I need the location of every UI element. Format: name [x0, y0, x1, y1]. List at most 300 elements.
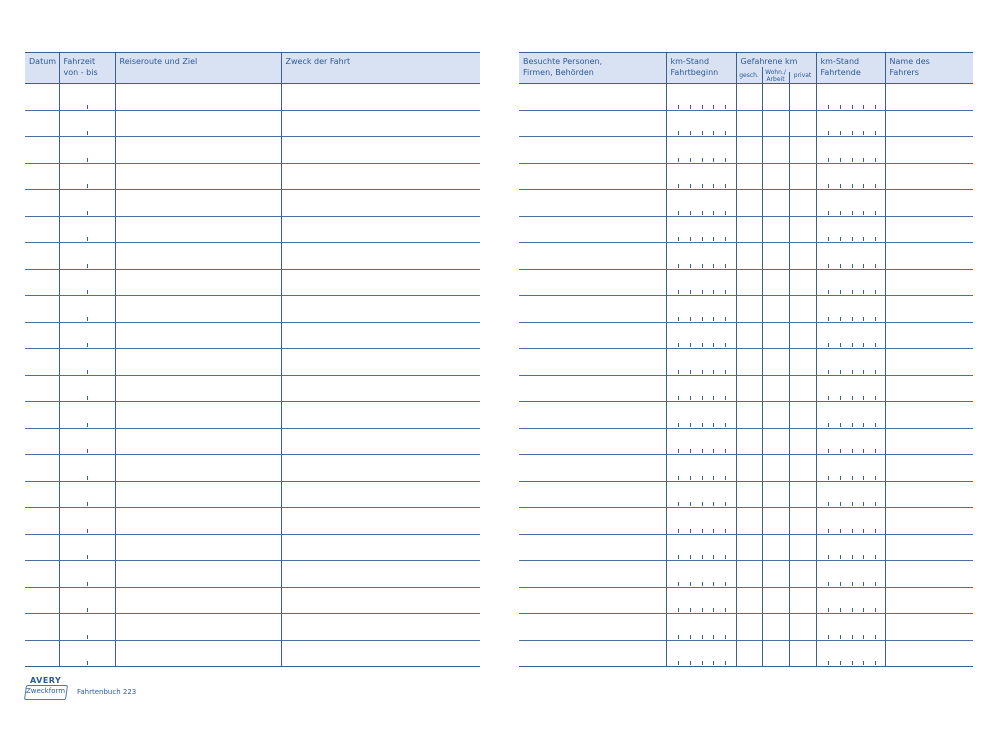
- cell-km-ende[interactable]: [816, 110, 885, 137]
- cell-km-gesch[interactable]: [736, 322, 762, 349]
- digit-tick-mark: [875, 158, 876, 162]
- cell-reiseroute[interactable]: [115, 640, 281, 667]
- digit-tick-mark: [852, 370, 853, 374]
- cell-km-beginn[interactable]: [666, 216, 736, 243]
- cell-km-gesch[interactable]: [736, 508, 762, 535]
- cell-fahrzeit[interactable]: [59, 561, 115, 588]
- cell-km-ende[interactable]: [816, 375, 885, 402]
- digit-tick-mark: [840, 370, 841, 374]
- cell-reiseroute[interactable]: [115, 428, 281, 455]
- cell-besuchte-personen[interactable]: [519, 640, 666, 667]
- digit-tick-mark: [828, 158, 829, 162]
- cell-km-gesch[interactable]: [736, 163, 762, 190]
- cell-name-fahrer[interactable]: [885, 269, 973, 296]
- cell-km-privat[interactable]: [789, 163, 816, 190]
- cell-km-gesch[interactable]: [736, 216, 762, 243]
- cell-datum[interactable]: [25, 216, 59, 243]
- cell-zweck[interactable]: [281, 614, 480, 641]
- digit-tick-mark: [702, 529, 703, 533]
- cell-name-fahrer[interactable]: [885, 349, 973, 376]
- cell-km-ende[interactable]: [816, 587, 885, 614]
- cell-zweck[interactable]: [281, 190, 480, 217]
- cell-km-privat[interactable]: [789, 137, 816, 164]
- cell-km-ende[interactable]: [816, 216, 885, 243]
- cell-km-wohn-arbeit[interactable]: [762, 375, 789, 402]
- cell-km-wohn-arbeit[interactable]: [762, 455, 789, 482]
- cell-km-privat[interactable]: [789, 508, 816, 535]
- cell-besuchte-personen[interactable]: [519, 561, 666, 588]
- cell-reiseroute[interactable]: [115, 216, 281, 243]
- cell-besuchte-personen[interactable]: [519, 163, 666, 190]
- cell-km-gesch[interactable]: [736, 84, 762, 111]
- cell-km-privat[interactable]: [789, 190, 816, 217]
- cell-besuchte-personen[interactable]: [519, 481, 666, 508]
- cell-besuchte-personen[interactable]: [519, 110, 666, 137]
- cell-besuchte-personen[interactable]: [519, 216, 666, 243]
- cell-km-wohn-arbeit[interactable]: [762, 216, 789, 243]
- digit-tick-mark: [840, 290, 841, 294]
- digit-tick-mark: [713, 582, 714, 586]
- digit-tick-mark: [702, 396, 703, 400]
- cell-name-fahrer[interactable]: [885, 561, 973, 588]
- cell-zweck[interactable]: [281, 587, 480, 614]
- digit-tick-mark: [690, 264, 691, 268]
- cell-km-beginn[interactable]: [666, 190, 736, 217]
- cell-km-privat[interactable]: [789, 349, 816, 376]
- cell-datum[interactable]: [25, 455, 59, 482]
- cell-zweck[interactable]: [281, 508, 480, 535]
- cell-fahrzeit[interactable]: [59, 428, 115, 455]
- cell-name-fahrer[interactable]: [885, 587, 973, 614]
- cell-reiseroute[interactable]: [115, 402, 281, 429]
- digit-tick-mark: [863, 317, 864, 321]
- cell-km-ende[interactable]: [816, 296, 885, 323]
- cell-km-gesch[interactable]: [736, 402, 762, 429]
- digit-tick-mark: [713, 635, 714, 639]
- cell-km-beginn[interactable]: [666, 428, 736, 455]
- cell-name-fahrer[interactable]: [885, 640, 973, 667]
- cell-datum[interactable]: [25, 428, 59, 455]
- cell-km-beginn[interactable]: [666, 243, 736, 270]
- cell-km-beginn[interactable]: [666, 322, 736, 349]
- digit-tick-mark: [875, 555, 876, 559]
- cell-km-privat[interactable]: [789, 614, 816, 641]
- cell-km-gesch[interactable]: [736, 428, 762, 455]
- cell-km-wohn-arbeit[interactable]: [762, 349, 789, 376]
- cell-fahrzeit[interactable]: [59, 640, 115, 667]
- digit-tick-mark: [690, 343, 691, 347]
- avery-zweckform-logo: AVERY Zweckform: [25, 676, 69, 702]
- cell-km-privat[interactable]: [789, 455, 816, 482]
- cell-fahrzeit[interactable]: [59, 481, 115, 508]
- cell-km-ende[interactable]: [816, 561, 885, 588]
- cell-km-gesch[interactable]: [736, 375, 762, 402]
- digit-tick-mark: [840, 555, 841, 559]
- digit-tick-mark: [87, 184, 88, 188]
- cell-datum[interactable]: [25, 163, 59, 190]
- header-zweck: Zweck der Fahrt: [281, 53, 480, 84]
- digit-tick-mark: [828, 396, 829, 400]
- table-row: [519, 375, 973, 402]
- cell-km-ende[interactable]: [816, 640, 885, 667]
- digit-tick-mark: [840, 158, 841, 162]
- cell-km-privat[interactable]: [789, 402, 816, 429]
- digit-tick-mark: [713, 370, 714, 374]
- digit-tick-mark: [690, 635, 691, 639]
- digit-tick-mark: [87, 317, 88, 321]
- cell-zweck[interactable]: [281, 349, 480, 376]
- cell-km-ende[interactable]: [816, 508, 885, 535]
- cell-km-beginn[interactable]: [666, 84, 736, 111]
- cell-name-fahrer[interactable]: [885, 322, 973, 349]
- cell-zweck[interactable]: [281, 84, 480, 111]
- cell-name-fahrer[interactable]: [885, 428, 973, 455]
- cell-besuchte-personen[interactable]: [519, 455, 666, 482]
- cell-besuchte-personen[interactable]: [519, 534, 666, 561]
- cell-fahrzeit[interactable]: [59, 402, 115, 429]
- cell-fahrzeit[interactable]: [59, 216, 115, 243]
- cell-zweck[interactable]: [281, 375, 480, 402]
- header-km-stand-ende: km-Stand Fahrtende: [816, 53, 885, 84]
- cell-fahrzeit[interactable]: [59, 110, 115, 137]
- cell-km-gesch[interactable]: [736, 534, 762, 561]
- digit-tick-mark: [828, 343, 829, 347]
- cell-fahrzeit[interactable]: [59, 349, 115, 376]
- cell-datum[interactable]: [25, 481, 59, 508]
- cell-reiseroute[interactable]: [115, 269, 281, 296]
- cell-km-gesch[interactable]: [736, 296, 762, 323]
- cell-datum[interactable]: [25, 534, 59, 561]
- cell-fahrzeit[interactable]: [59, 322, 115, 349]
- cell-km-ende[interactable]: [816, 243, 885, 270]
- digit-tick-mark: [863, 502, 864, 506]
- cell-km-privat[interactable]: [789, 561, 816, 588]
- cell-km-ende[interactable]: [816, 84, 885, 111]
- cell-name-fahrer[interactable]: [885, 163, 973, 190]
- cell-datum[interactable]: [25, 110, 59, 137]
- cell-fahrzeit[interactable]: [59, 587, 115, 614]
- cell-besuchte-personen[interactable]: [519, 587, 666, 614]
- cell-reiseroute[interactable]: [115, 508, 281, 535]
- cell-km-gesch[interactable]: [736, 561, 762, 588]
- cell-fahrzeit[interactable]: [59, 296, 115, 323]
- cell-datum[interactable]: [25, 190, 59, 217]
- cell-km-privat[interactable]: [789, 243, 816, 270]
- cell-datum[interactable]: [25, 137, 59, 164]
- cell-km-beginn[interactable]: [666, 534, 736, 561]
- cell-datum[interactable]: [25, 614, 59, 641]
- cell-datum[interactable]: [25, 322, 59, 349]
- table-row: [25, 163, 480, 190]
- cell-km-privat[interactable]: [789, 481, 816, 508]
- cell-zweck[interactable]: [281, 322, 480, 349]
- digit-tick-mark: [840, 529, 841, 533]
- cell-km-ende[interactable]: [816, 163, 885, 190]
- cell-km-wohn-arbeit[interactable]: [762, 269, 789, 296]
- cell-km-wohn-arbeit[interactable]: [762, 163, 789, 190]
- cell-zweck[interactable]: [281, 163, 480, 190]
- subheader-gesch: gesch.: [739, 72, 759, 79]
- cell-reiseroute[interactable]: [115, 481, 281, 508]
- cell-km-gesch[interactable]: [736, 587, 762, 614]
- cell-datum[interactable]: [25, 349, 59, 376]
- cell-km-beginn[interactable]: [666, 296, 736, 323]
- cell-km-wohn-arbeit[interactable]: [762, 587, 789, 614]
- cell-zweck[interactable]: [281, 534, 480, 561]
- cell-zweck[interactable]: [281, 455, 480, 482]
- cell-datum[interactable]: [25, 296, 59, 323]
- cell-km-ende[interactable]: [816, 269, 885, 296]
- cell-km-privat[interactable]: [789, 375, 816, 402]
- digit-tick-mark: [678, 635, 679, 639]
- cell-fahrzeit[interactable]: [59, 375, 115, 402]
- cell-name-fahrer[interactable]: [885, 190, 973, 217]
- cell-datum[interactable]: [25, 561, 59, 588]
- cell-reiseroute[interactable]: [115, 84, 281, 111]
- cell-fahrzeit[interactable]: [59, 190, 115, 217]
- table-row: [519, 243, 973, 270]
- cell-datum[interactable]: [25, 640, 59, 667]
- digit-tick-mark: [678, 582, 679, 586]
- cell-datum[interactable]: [25, 375, 59, 402]
- cell-km-ende[interactable]: [816, 428, 885, 455]
- cell-datum[interactable]: [25, 587, 59, 614]
- cell-zweck[interactable]: [281, 481, 480, 508]
- cell-reiseroute[interactable]: [115, 163, 281, 190]
- digit-tick-mark: [87, 264, 88, 268]
- cell-km-ende[interactable]: [816, 614, 885, 641]
- digit-tick-mark: [863, 211, 864, 215]
- cell-name-fahrer[interactable]: [885, 375, 973, 402]
- cell-km-wohn-arbeit[interactable]: [762, 110, 789, 137]
- cell-km-privat[interactable]: [789, 428, 816, 455]
- cell-name-fahrer[interactable]: [885, 243, 973, 270]
- left-page-logbook-table: [25, 52, 480, 667]
- cell-fahrzeit[interactable]: [59, 534, 115, 561]
- cell-fahrzeit[interactable]: [59, 163, 115, 190]
- cell-km-beginn[interactable]: [666, 640, 736, 667]
- cell-besuchte-personen[interactable]: [519, 84, 666, 111]
- footer: [25, 676, 136, 702]
- table-row: [25, 269, 480, 296]
- cell-km-beginn[interactable]: [666, 402, 736, 429]
- cell-reiseroute[interactable]: [115, 137, 281, 164]
- cell-zweck[interactable]: [281, 296, 480, 323]
- cell-name-fahrer[interactable]: [885, 614, 973, 641]
- cell-km-privat[interactable]: [789, 640, 816, 667]
- digit-tick-mark: [863, 555, 864, 559]
- cell-reiseroute[interactable]: [115, 349, 281, 376]
- cell-km-wohn-arbeit[interactable]: [762, 534, 789, 561]
- cell-km-ende[interactable]: [816, 402, 885, 429]
- table-row: [519, 587, 973, 614]
- cell-reiseroute[interactable]: [115, 534, 281, 561]
- digit-tick-mark: [840, 184, 841, 188]
- cell-km-beginn[interactable]: [666, 587, 736, 614]
- cell-km-gesch[interactable]: [736, 243, 762, 270]
- cell-reiseroute[interactable]: [115, 322, 281, 349]
- cell-fahrzeit[interactable]: [59, 137, 115, 164]
- cell-reiseroute[interactable]: [115, 375, 281, 402]
- digit-tick-mark: [725, 608, 726, 612]
- digit-tick-mark: [87, 555, 88, 559]
- cell-reiseroute[interactable]: [115, 455, 281, 482]
- cell-fahrzeit[interactable]: [59, 243, 115, 270]
- cell-reiseroute[interactable]: [115, 243, 281, 270]
- cell-km-ende[interactable]: [816, 349, 885, 376]
- cell-km-gesch[interactable]: [736, 455, 762, 482]
- cell-km-ende[interactable]: [816, 190, 885, 217]
- cell-km-wohn-arbeit[interactable]: [762, 640, 789, 667]
- cell-km-gesch[interactable]: [736, 190, 762, 217]
- cell-besuchte-personen[interactable]: [519, 296, 666, 323]
- cell-besuchte-personen[interactable]: [519, 137, 666, 164]
- cell-besuchte-personen[interactable]: [519, 375, 666, 402]
- cell-name-fahrer[interactable]: [885, 508, 973, 535]
- cell-km-ende[interactable]: [816, 322, 885, 349]
- cell-besuchte-personen[interactable]: [519, 349, 666, 376]
- cell-km-ende[interactable]: [816, 455, 885, 482]
- cell-zweck[interactable]: [281, 428, 480, 455]
- cell-km-wohn-arbeit[interactable]: [762, 84, 789, 111]
- cell-km-privat[interactable]: [789, 296, 816, 323]
- cell-km-privat[interactable]: [789, 84, 816, 111]
- digit-tick-mark: [852, 476, 853, 480]
- cell-km-privat[interactable]: [789, 587, 816, 614]
- cell-datum[interactable]: [25, 269, 59, 296]
- cell-km-beginn[interactable]: [666, 110, 736, 137]
- cell-besuchte-personen[interactable]: [519, 402, 666, 429]
- digit-tick-mark: [702, 582, 703, 586]
- cell-km-wohn-arbeit[interactable]: [762, 481, 789, 508]
- cell-km-beginn[interactable]: [666, 137, 736, 164]
- cell-km-beginn[interactable]: [666, 614, 736, 641]
- cell-km-wohn-arbeit[interactable]: [762, 137, 789, 164]
- cell-name-fahrer[interactable]: [885, 534, 973, 561]
- cell-name-fahrer[interactable]: [885, 137, 973, 164]
- cell-zweck[interactable]: [281, 137, 480, 164]
- digit-tick-mark: [840, 317, 841, 321]
- cell-km-ende[interactable]: [816, 137, 885, 164]
- cell-km-gesch[interactable]: [736, 614, 762, 641]
- cell-besuchte-personen[interactable]: [519, 322, 666, 349]
- cell-zweck[interactable]: [281, 402, 480, 429]
- cell-name-fahrer[interactable]: [885, 455, 973, 482]
- cell-km-gesch[interactable]: [736, 481, 762, 508]
- cell-name-fahrer[interactable]: [885, 296, 973, 323]
- cell-name-fahrer[interactable]: [885, 481, 973, 508]
- cell-km-wohn-arbeit[interactable]: [762, 428, 789, 455]
- cell-km-wohn-arbeit[interactable]: [762, 614, 789, 641]
- cell-reiseroute[interactable]: [115, 587, 281, 614]
- cell-km-gesch[interactable]: [736, 269, 762, 296]
- cell-km-wohn-arbeit[interactable]: [762, 508, 789, 535]
- cell-km-wohn-arbeit[interactable]: [762, 561, 789, 588]
- cell-km-wohn-arbeit[interactable]: [762, 190, 789, 217]
- cell-zweck[interactable]: [281, 110, 480, 137]
- cell-datum[interactable]: [25, 508, 59, 535]
- cell-zweck[interactable]: [281, 243, 480, 270]
- digit-tick-mark: [725, 529, 726, 533]
- cell-km-wohn-arbeit[interactable]: [762, 296, 789, 323]
- cell-km-privat[interactable]: [789, 322, 816, 349]
- cell-km-gesch[interactable]: [736, 110, 762, 137]
- cell-name-fahrer[interactable]: [885, 84, 973, 111]
- cell-zweck[interactable]: [281, 640, 480, 667]
- cell-fahrzeit[interactable]: [59, 455, 115, 482]
- digit-tick-mark: [713, 449, 714, 453]
- cell-zweck[interactable]: [281, 216, 480, 243]
- digit-tick-mark: [678, 555, 679, 559]
- digit-tick-mark: [713, 105, 714, 109]
- cell-datum[interactable]: [25, 243, 59, 270]
- cell-name-fahrer[interactable]: [885, 216, 973, 243]
- subheader-wohn-arbeit: Wohn./ Arbeit: [762, 67, 789, 83]
- cell-reiseroute[interactable]: [115, 110, 281, 137]
- cell-reiseroute[interactable]: [115, 614, 281, 641]
- cell-km-ende[interactable]: [816, 481, 885, 508]
- cell-km-beginn[interactable]: [666, 508, 736, 535]
- cell-km-wohn-arbeit[interactable]: [762, 402, 789, 429]
- digit-tick-mark: [840, 237, 841, 241]
- cell-fahrzeit[interactable]: [59, 269, 115, 296]
- cell-fahrzeit[interactable]: [59, 614, 115, 641]
- table-row: [25, 455, 480, 482]
- cell-datum[interactable]: [25, 402, 59, 429]
- cell-km-privat[interactable]: [789, 216, 816, 243]
- cell-besuchte-personen[interactable]: [519, 269, 666, 296]
- cell-km-privat[interactable]: [789, 269, 816, 296]
- cell-km-privat[interactable]: [789, 110, 816, 137]
- cell-besuchte-personen[interactable]: [519, 428, 666, 455]
- cell-besuchte-personen[interactable]: [519, 508, 666, 535]
- cell-km-gesch[interactable]: [736, 137, 762, 164]
- cell-km-beginn[interactable]: [666, 269, 736, 296]
- cell-besuchte-personen[interactable]: [519, 614, 666, 641]
- cell-besuchte-personen[interactable]: [519, 243, 666, 270]
- cell-km-beginn[interactable]: [666, 561, 736, 588]
- cell-km-beginn[interactable]: [666, 375, 736, 402]
- cell-fahrzeit[interactable]: [59, 84, 115, 111]
- cell-besuchte-personen[interactable]: [519, 190, 666, 217]
- cell-km-beginn[interactable]: [666, 163, 736, 190]
- cell-name-fahrer[interactable]: [885, 110, 973, 137]
- table-row: [519, 137, 973, 164]
- cell-reiseroute[interactable]: [115, 561, 281, 588]
- cell-zweck[interactable]: [281, 561, 480, 588]
- digit-tick-mark: [87, 608, 88, 612]
- cell-zweck[interactable]: [281, 269, 480, 296]
- cell-reiseroute[interactable]: [115, 296, 281, 323]
- cell-name-fahrer[interactable]: [885, 402, 973, 429]
- cell-km-beginn[interactable]: [666, 349, 736, 376]
- digit-tick-mark: [863, 529, 864, 533]
- cell-reiseroute[interactable]: [115, 190, 281, 217]
- cell-datum[interactable]: [25, 84, 59, 111]
- digit-tick-mark: [678, 131, 679, 135]
- digit-tick-mark: [678, 237, 679, 241]
- cell-km-wohn-arbeit[interactable]: [762, 322, 789, 349]
- cell-fahrzeit[interactable]: [59, 508, 115, 535]
- digit-tick-mark: [87, 635, 88, 639]
- cell-km-gesch[interactable]: [736, 640, 762, 667]
- cell-km-wohn-arbeit[interactable]: [762, 243, 789, 270]
- cell-km-privat[interactable]: [789, 534, 816, 561]
- cell-km-gesch[interactable]: [736, 349, 762, 376]
- cell-km-beginn[interactable]: [666, 455, 736, 482]
- cell-km-ende[interactable]: [816, 534, 885, 561]
- cell-km-beginn[interactable]: [666, 481, 736, 508]
